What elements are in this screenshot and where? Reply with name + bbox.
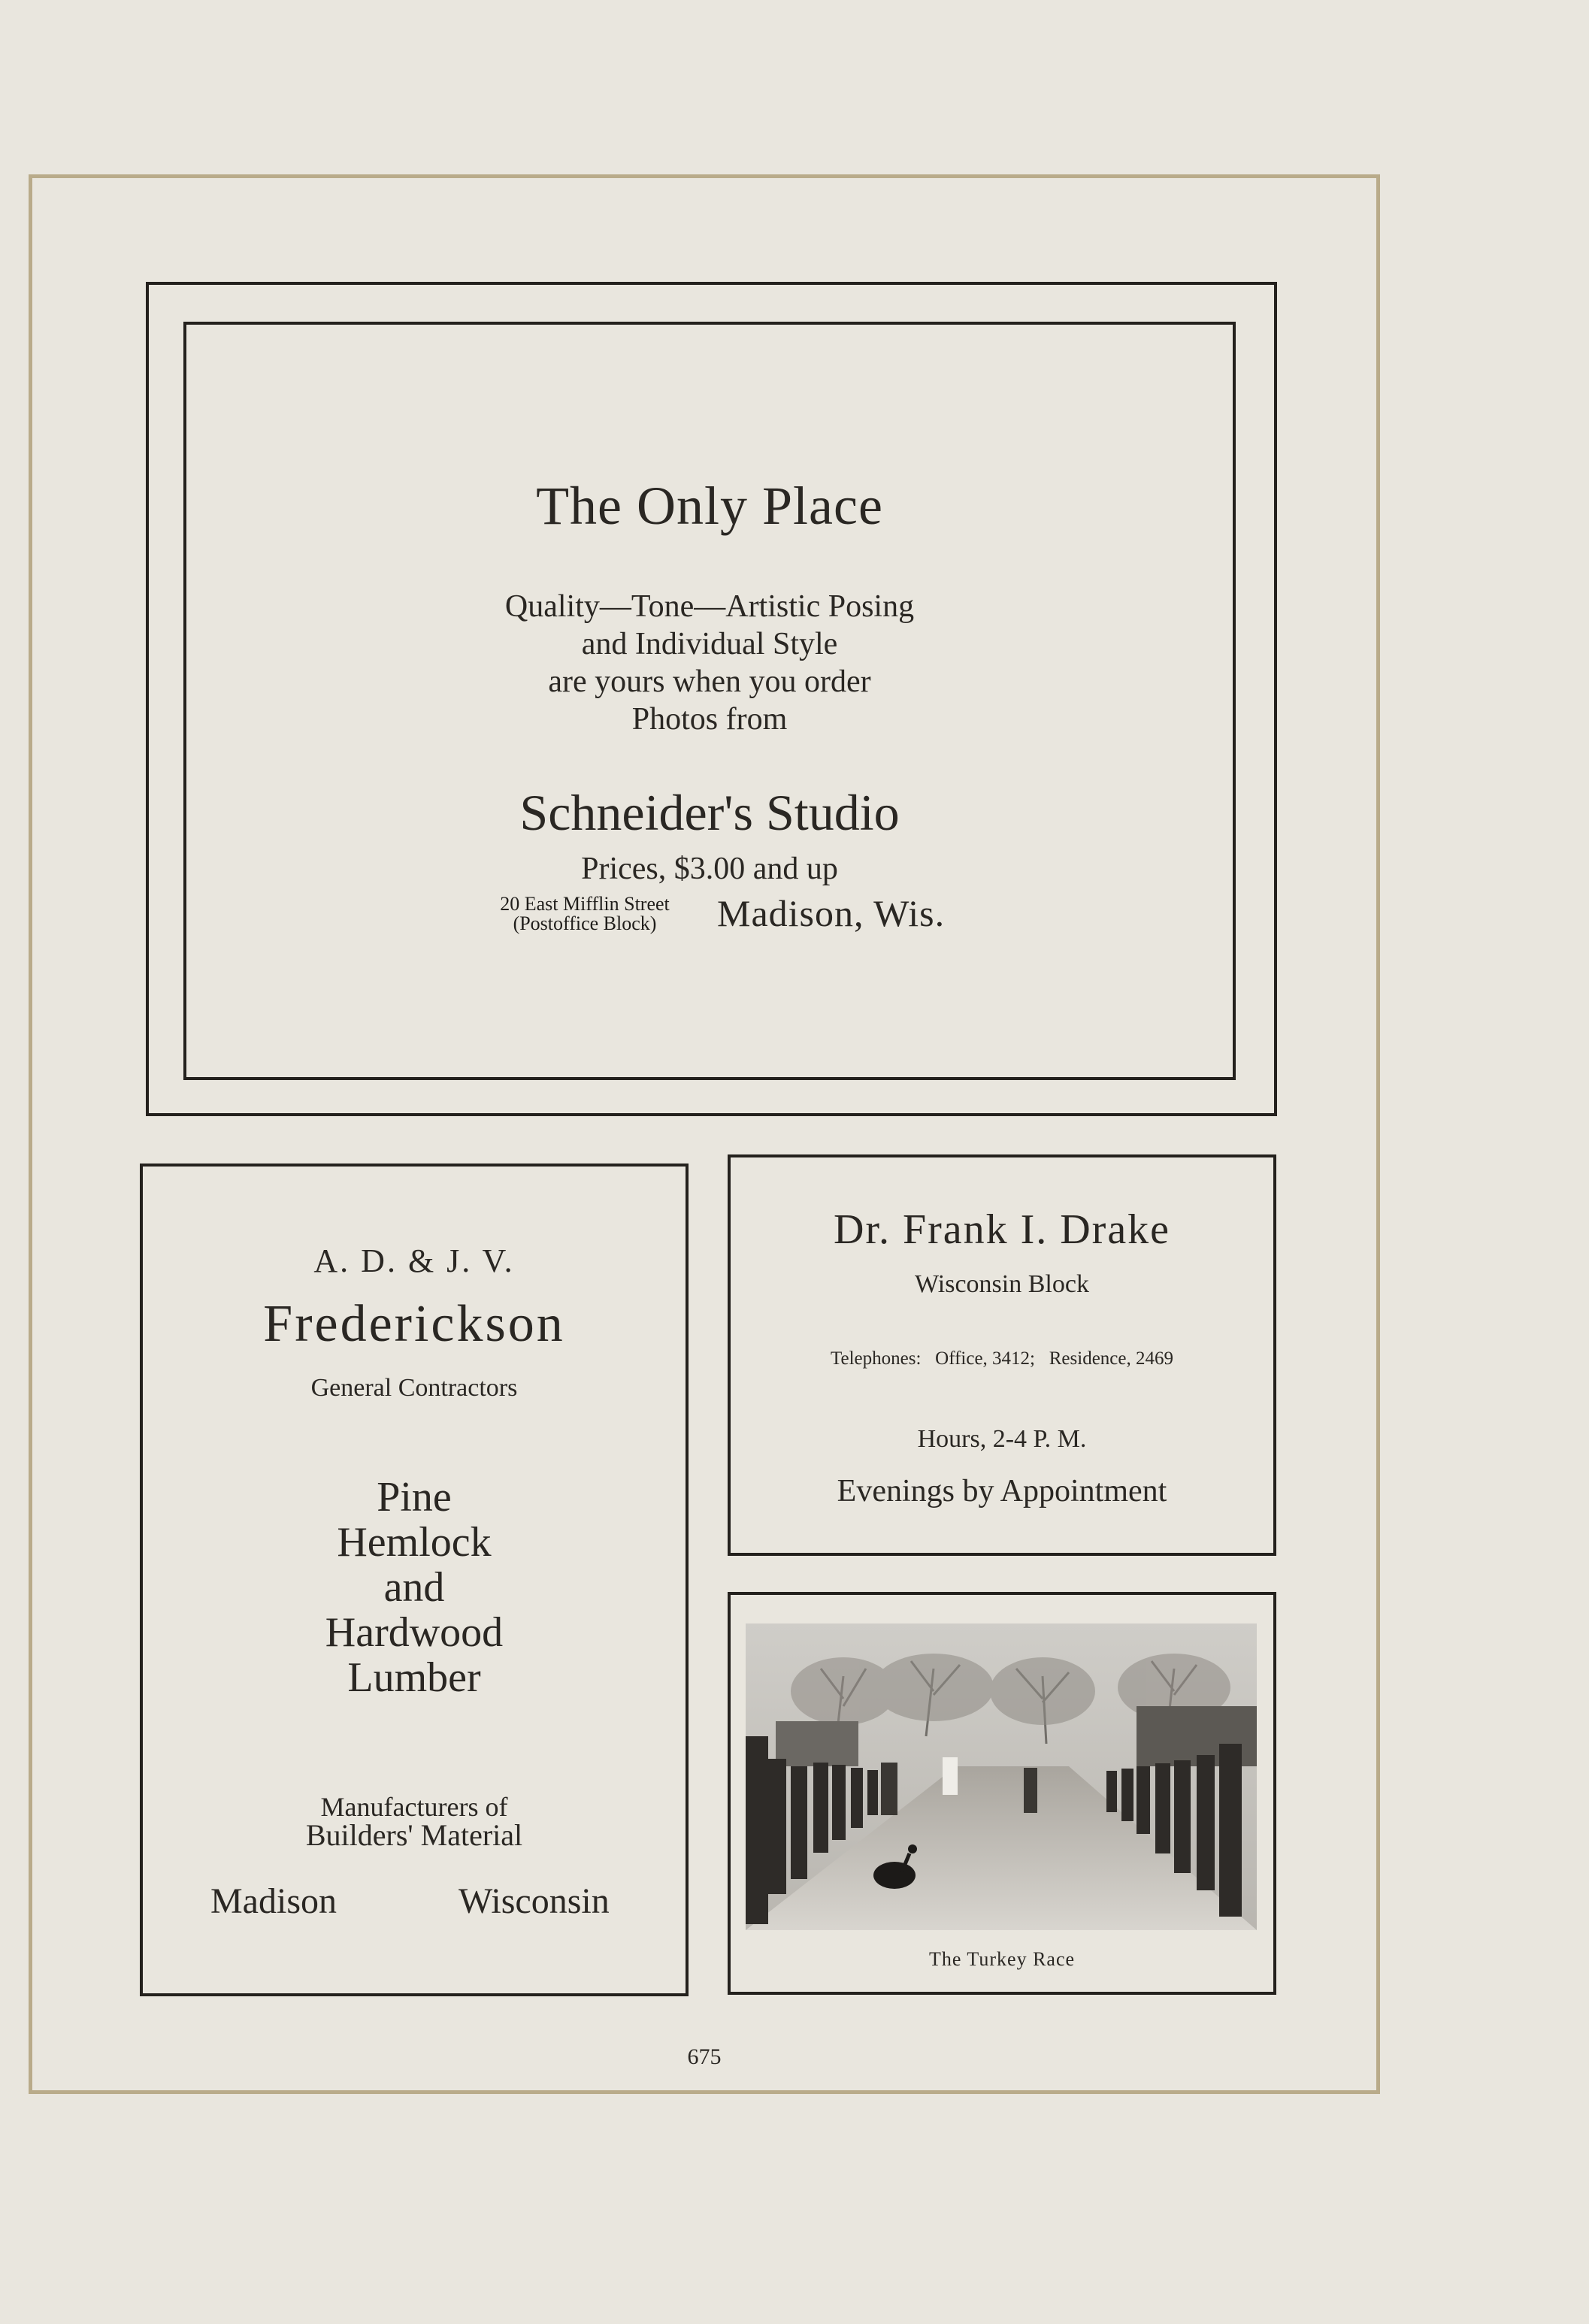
schneider-ad: [183, 322, 1236, 1080]
schneider-line-4: Photos from: [631, 702, 788, 737]
turkey-race-image: [746, 1623, 1257, 1930]
studio-street: 20 East Mifflin Street: [500, 893, 670, 915]
product-lumber: Lumber: [347, 1654, 481, 1701]
schneider-line-3: are yours when you order: [548, 664, 871, 699]
drake-evenings: Evenings by Appointment: [837, 1474, 1167, 1508]
drake-ad: [728, 1154, 1276, 1556]
frederickson-tagline: General Contractors: [310, 1374, 518, 1402]
schneider-headline: The Only Place: [536, 476, 883, 536]
studio-prices: Prices, $3.00 and up: [581, 852, 838, 886]
schneider-line-1: Quality—Tone—Artistic Posing: [504, 589, 915, 624]
drake-name: Dr. Frank I. Drake: [833, 1206, 1171, 1253]
frederickson-name: Frederickson: [263, 1295, 565, 1353]
frederickson-city: Madison: [210, 1881, 337, 1921]
product-pine: Pine: [377, 1474, 452, 1521]
photo-frame: [728, 1592, 1276, 1995]
manufacturers-line-2: Builders' Material: [305, 1818, 523, 1852]
studio-address: [465, 894, 705, 934]
product-hardwood: Hardwood: [325, 1609, 504, 1656]
manufacturers-line-1: Manufacturers of: [320, 1792, 508, 1822]
frederickson-initials: A. D. & J. V.: [313, 1242, 515, 1279]
frederickson-ad: [140, 1164, 689, 1996]
studio-name: Schneider's Studio: [519, 784, 900, 841]
turkey-race-photo: [746, 1623, 1257, 1930]
drake-telephones: Telephones: Office, 3412; Residence, 2469: [830, 1348, 1173, 1369]
product-hemlock: Hemlock: [337, 1519, 492, 1566]
studio-city: Madison, Wis.: [717, 892, 946, 934]
frederickson-state: Wisconsin: [459, 1881, 610, 1921]
product-and: and: [383, 1564, 445, 1611]
drake-hours: Hours, 2-4 P. M.: [917, 1425, 1087, 1453]
schneider-line-2: and Individual Style: [581, 627, 838, 661]
page-number: 675: [687, 2044, 722, 2069]
drake-location: Wisconsin Block: [915, 1270, 1089, 1298]
studio-block: (Postoffice Block): [513, 912, 657, 934]
photo-caption: The Turkey Race: [928, 1948, 1076, 1970]
